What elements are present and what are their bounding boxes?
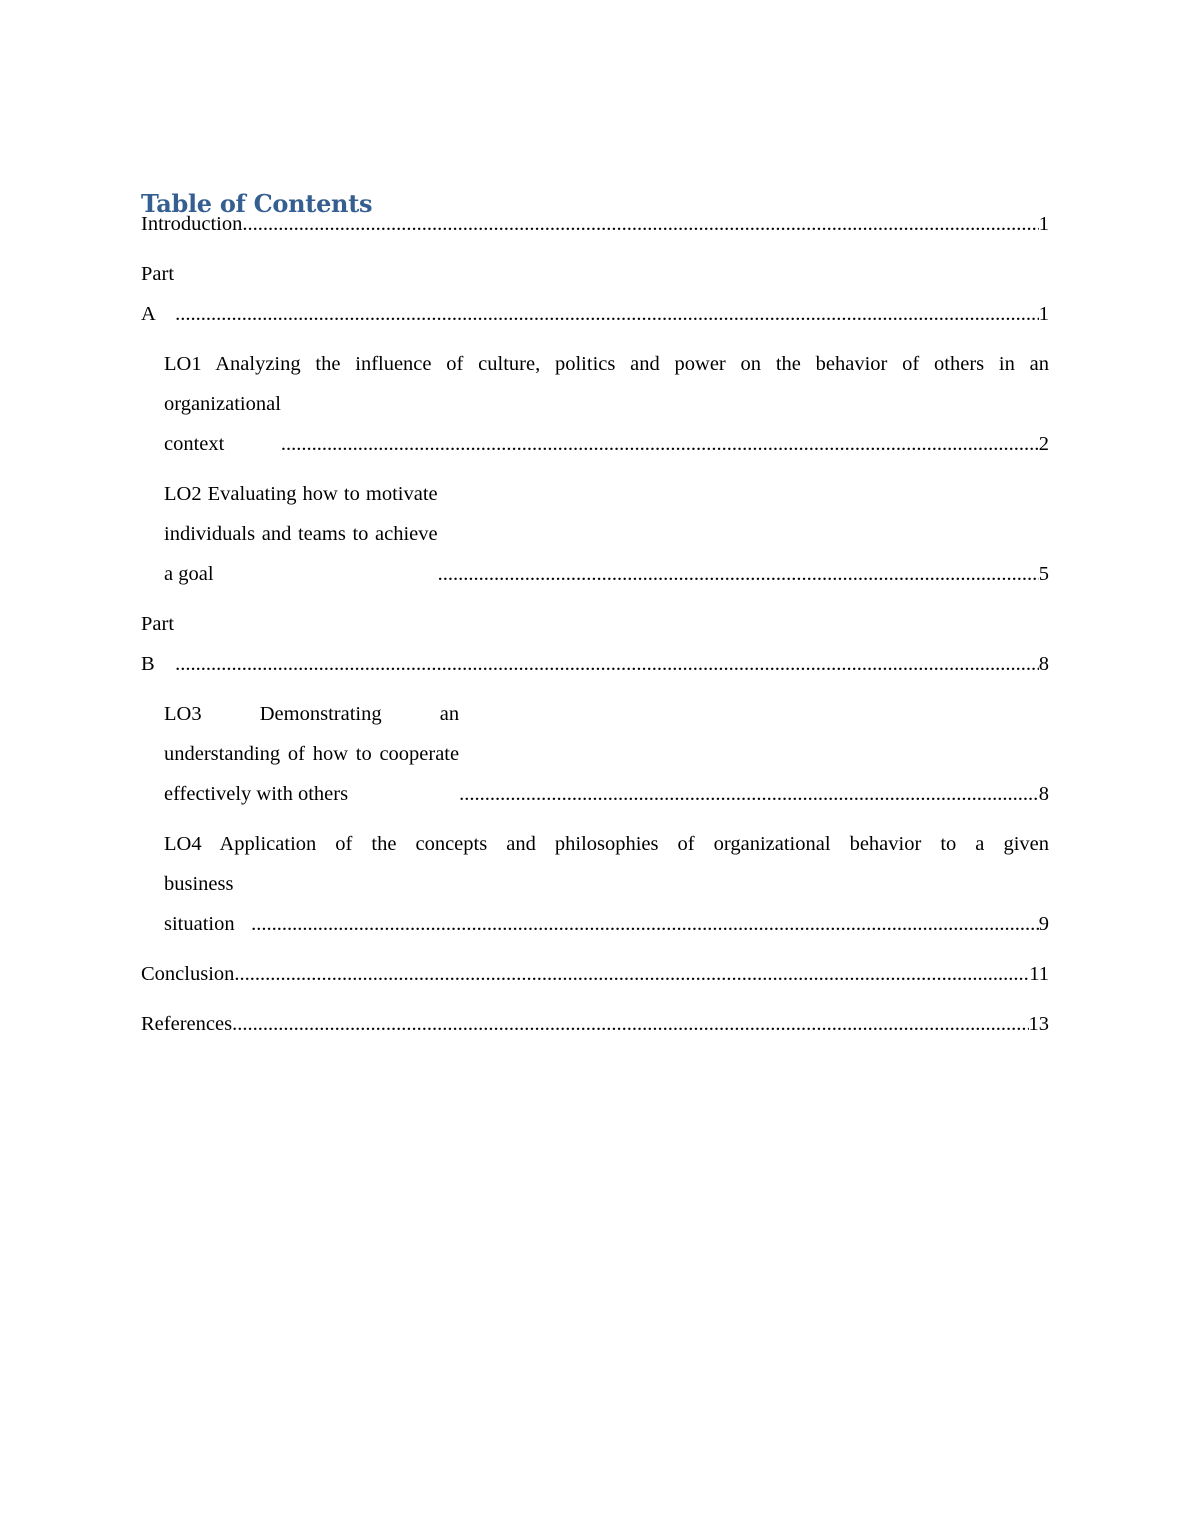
toc-entry-page: 2 — [1038, 433, 1049, 455]
dot-leader — [251, 904, 1039, 944]
toc-entry-text: LO2 Evaluating how to motivate individuals and teams to achieve a goal — [164, 483, 438, 585]
dot-leader — [459, 774, 1039, 814]
dot-leader — [234, 954, 1029, 994]
dot-leader — [175, 294, 1039, 334]
toc-entry-page: 9 — [1038, 913, 1049, 935]
toc-heading: Table of Contents — [141, 189, 373, 218]
dot-leader — [175, 644, 1039, 684]
toc-entry-lo4[interactable] — [141, 824, 1049, 944]
dot-leader — [281, 424, 1039, 464]
toc-entry-page: 8 — [1038, 783, 1049, 805]
toc-entry-part-a[interactable] — [141, 254, 1049, 334]
toc-entry-text-line1: LO4 Application of the concepts and philosophies of organizational behavior to a given — [164, 833, 1049, 855]
toc-entry-text-line1: LO1 Analyzing the influence of culture, politics and power on the behavior of others in an — [164, 353, 1049, 375]
toc-entry-lo2[interactable] — [141, 474, 1049, 594]
toc-entry-page: 1 — [1038, 213, 1049, 235]
dot-leader — [438, 554, 1039, 594]
toc-entry-lo3[interactable] — [141, 694, 1049, 814]
toc-entry-text: Part A — [141, 263, 175, 325]
toc-entry-text: Introduction — [141, 213, 243, 235]
toc-entry-page: 13 — [1028, 1013, 1049, 1035]
dot-leader — [232, 1004, 1028, 1044]
toc-entry-text: References — [141, 1013, 233, 1035]
dot-leader — [242, 204, 1038, 244]
toc-list — [141, 204, 1049, 1044]
toc-entry-text-line2: business situation — [164, 873, 235, 935]
toc-entry-text: Conclusion — [141, 963, 235, 985]
toc-entry-references[interactable] — [141, 1004, 1049, 1044]
toc-entry-page: 8 — [1038, 653, 1049, 675]
table-of-contents — [141, 186, 1049, 1054]
toc-entry-part-b[interactable] — [141, 604, 1049, 684]
toc-entry-conclusion[interactable] — [141, 954, 1049, 994]
toc-entry-text: Part B — [141, 613, 175, 675]
toc-entry-text: LO3 Demonstrating an understanding of how to cooperate effectively with others — [164, 703, 460, 805]
toc-entry-lo1[interactable] — [141, 344, 1049, 464]
toc-entry-page: 1 — [1038, 303, 1049, 325]
toc-entry-introduction[interactable] — [141, 204, 1049, 244]
toc-entry-page: 5 — [1038, 563, 1049, 585]
toc-entry-page: 11 — [1029, 963, 1049, 985]
toc-entry-text-line2: organizational context — [164, 393, 281, 455]
